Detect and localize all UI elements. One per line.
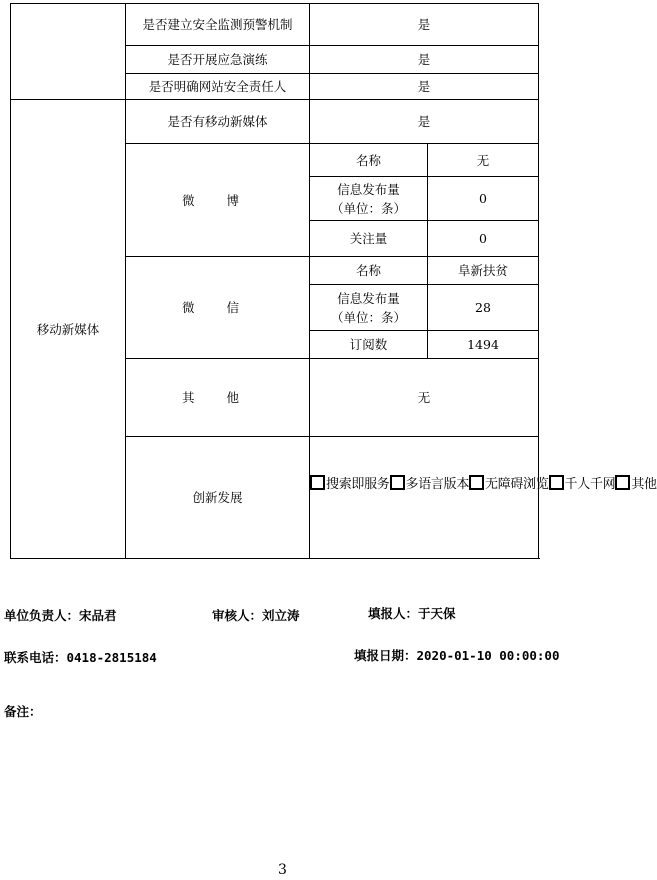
- filler: 填报人：于天保: [368, 606, 456, 621]
- monitor-label: 是否建立安全监测预警机制: [126, 4, 310, 46]
- weibo-follow-value: 0: [428, 221, 539, 257]
- report-table: [10, 3, 657, 559]
- drill-label: 是否开展应急演练: [126, 46, 310, 74]
- contact-phone: 联系电话：0418-2815184: [4, 650, 157, 665]
- weibo-name-value: 无: [428, 144, 539, 177]
- weibo-name-label: 名称: [310, 144, 428, 177]
- weibo-posts-label: 信息发布量 （单位：条）: [310, 177, 428, 221]
- checkbox-icon[interactable]: [615, 475, 630, 490]
- option-label: 搜索即服务: [326, 476, 390, 492]
- option-label: 多语言版本: [405, 476, 470, 492]
- innovation-options-row: [310, 477, 657, 492]
- innovation-label: 创新发展: [126, 437, 310, 559]
- blank-cell: [11, 4, 126, 100]
- fill-date: 填报日期：2020-01-10 00:00:00: [354, 648, 560, 663]
- unit-head: 单位负责人：宋品君: [4, 608, 117, 623]
- has-mobile-value: 是: [310, 100, 539, 144]
- person-value: 是: [310, 74, 539, 100]
- weibo-label: 微 博: [126, 144, 310, 257]
- reviewer: 审核人：刘立涛: [212, 608, 300, 623]
- table-row: [11, 4, 539, 46]
- checkbox-icon[interactable]: [469, 475, 484, 490]
- weibo-posts-value: 0: [428, 177, 539, 221]
- checkbox-icon[interactable]: [310, 475, 325, 490]
- wechat-sub-label: 订阅数: [310, 331, 428, 359]
- checkbox-icon[interactable]: [549, 475, 564, 490]
- option-label: 千人千网: [564, 476, 616, 492]
- wechat-label: 微 信: [126, 257, 310, 359]
- page-number: 3: [278, 862, 287, 878]
- option-label: 其他: [631, 476, 657, 492]
- option-label: 无障碍浏览: [485, 476, 549, 492]
- has-mobile-label: 是否有移动新媒体: [126, 100, 310, 144]
- wechat-name-value: 阜新扶贫: [428, 257, 539, 285]
- checkbox-icon[interactable]: [390, 475, 405, 490]
- wechat-posts-label: 信息发布量 （单位：条）: [310, 285, 428, 331]
- person-label: 是否明确网站安全责任人: [126, 74, 310, 100]
- drill-value: 是: [310, 46, 539, 74]
- table-row: [11, 100, 539, 144]
- innovation-options: [310, 437, 657, 559]
- weibo-follow-label: 关注量: [310, 221, 428, 257]
- monitor-value: 是: [310, 4, 539, 46]
- wechat-sub-value: 1494: [428, 331, 539, 359]
- other-value: 无: [310, 359, 539, 437]
- wechat-posts-value: 28: [428, 285, 539, 331]
- wechat-name-label: 名称: [310, 257, 428, 285]
- mobile-section-label: 移动新媒体: [11, 100, 126, 559]
- other-label: 其 他: [126, 359, 310, 437]
- note-label: 备注：: [4, 704, 42, 719]
